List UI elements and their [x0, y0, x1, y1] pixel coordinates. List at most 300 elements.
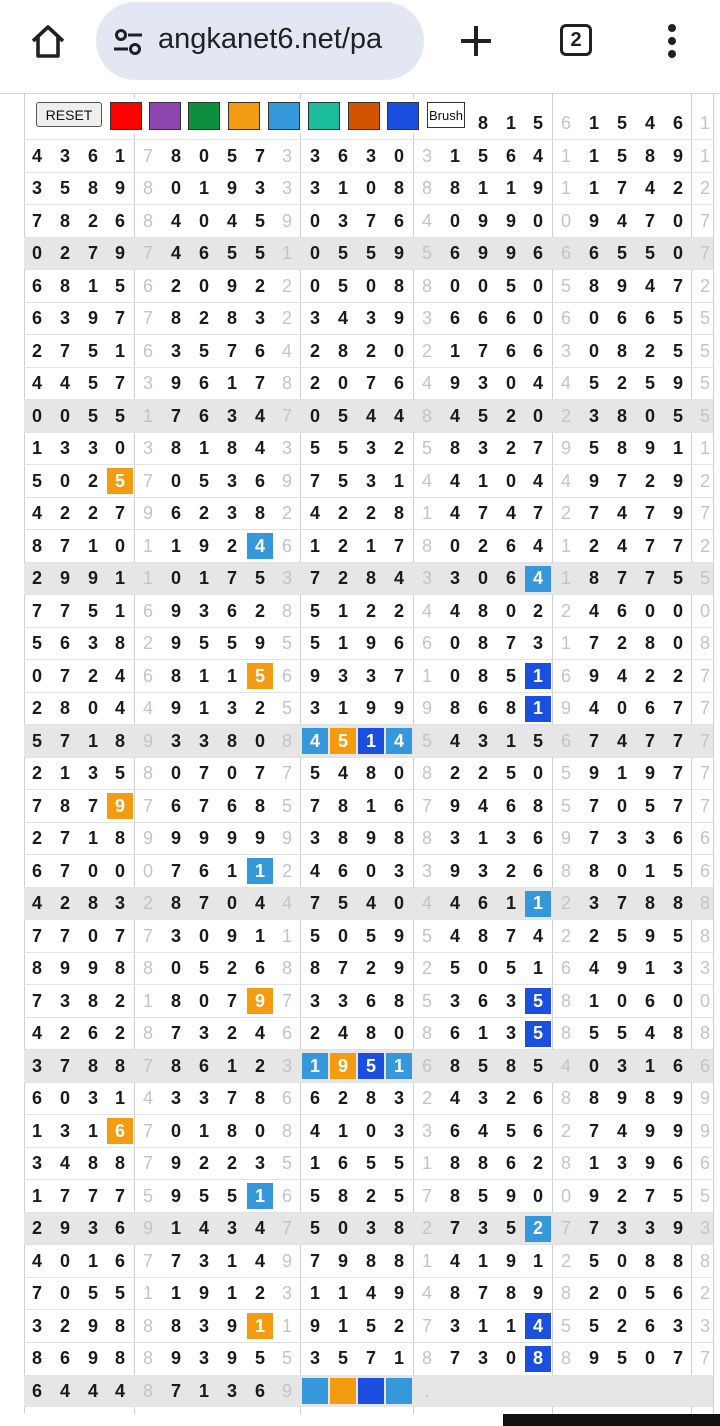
grid-cell[interactable]: 7: [421, 795, 432, 816]
grid-cell[interactable]: 1: [31, 1185, 42, 1206]
grid-cell[interactable]: 2: [588, 925, 599, 946]
grid-cell[interactable]: 3: [588, 893, 599, 913]
grid-cell[interactable]: 4: [59, 1153, 70, 1173]
grid-cell[interactable]: 0: [31, 665, 42, 686]
grid-cell[interactable]: 7: [226, 340, 237, 361]
grid-cell[interactable]: 3: [393, 1088, 404, 1108]
grid-cell[interactable]: 9: [672, 1120, 683, 1141]
grid-cell[interactable]: 1: [525, 891, 551, 917]
grid-cell[interactable]: 0: [254, 730, 265, 751]
grid-cell[interactable]: 9: [393, 698, 404, 718]
color-swatch-purple[interactable]: [149, 102, 181, 130]
grid-cell[interactable]: 0: [588, 1055, 599, 1076]
grid-cell[interactable]: 5: [358, 1053, 384, 1079]
grid-cell[interactable]: 6: [281, 1023, 292, 1043]
grid-cell[interactable]: 6: [699, 828, 710, 848]
grid-cell[interactable]: 1: [87, 1120, 98, 1141]
grid-cell[interactable]: 3: [449, 568, 460, 588]
grid-cell[interactable]: 0: [365, 275, 376, 296]
grid-cell[interactable]: 4: [365, 1283, 376, 1303]
grid-cell[interactable]: 4: [616, 665, 627, 686]
grid-cell[interactable]: [330, 1378, 356, 1404]
grid-cell[interactable]: 1: [505, 730, 516, 751]
grid-cell[interactable]: 7: [588, 1120, 599, 1141]
grid-cell[interactable]: 7: [672, 730, 683, 751]
grid-cell[interactable]: 7: [588, 503, 599, 523]
grid-cell[interactable]: 9: [281, 470, 292, 491]
grid-cell[interactable]: 0: [672, 600, 683, 621]
grid-cell[interactable]: 5: [281, 698, 292, 718]
grid-cell[interactable]: 0: [142, 860, 153, 881]
grid-cell[interactable]: 7: [699, 210, 710, 231]
grid-cell[interactable]: 3: [505, 828, 516, 848]
grid-cell[interactable]: 3: [560, 340, 571, 361]
grid-cell[interactable]: 1: [505, 112, 516, 133]
grid-cell[interactable]: [386, 1378, 412, 1404]
grid-cell[interactable]: 5: [421, 243, 432, 263]
grid-cell[interactable]: 8: [142, 210, 153, 231]
grid-cell[interactable]: 7: [588, 1218, 599, 1238]
grid-cell[interactable]: 7: [699, 763, 710, 783]
grid-cell[interactable]: 2: [87, 470, 98, 491]
grid-cell[interactable]: 0: [393, 340, 404, 361]
grid-cell[interactable]: 1: [170, 1283, 181, 1303]
grid-cell[interactable]: 4: [393, 568, 404, 588]
grid-cell[interactable]: 7: [449, 1218, 460, 1238]
grid-cell[interactable]: 5: [525, 1021, 551, 1047]
grid-cell[interactable]: 1: [449, 340, 460, 361]
grid-cell[interactable]: 5: [330, 728, 356, 754]
grid-cell[interactable]: 2: [393, 1315, 404, 1336]
grid-cell[interactable]: 2: [616, 1315, 627, 1336]
grid-cell[interactable]: 8: [170, 1315, 181, 1336]
grid-cell[interactable]: 0: [393, 145, 404, 166]
grid-cell[interactable]: 3: [281, 1283, 292, 1303]
grid-cell[interactable]: 2: [449, 763, 460, 783]
grid-cell[interactable]: 3: [421, 860, 432, 881]
grid-cell[interactable]: 2: [616, 633, 627, 653]
grid-cell[interactable]: 9: [107, 793, 133, 819]
grid-cell[interactable]: 6: [449, 308, 460, 328]
grid-cell[interactable]: 5: [87, 373, 98, 393]
grid-cell[interactable]: 5: [198, 633, 209, 653]
grid-cell[interactable]: 9: [226, 178, 237, 198]
grid-cell[interactable]: 1: [114, 145, 125, 166]
grid-cell[interactable]: 5: [505, 665, 516, 686]
grid-cell[interactable]: 1: [198, 665, 209, 686]
grid-cell[interactable]: 4: [309, 1120, 320, 1141]
grid-cell[interactable]: 3: [309, 828, 320, 848]
grid-cell[interactable]: 5: [672, 308, 683, 328]
grid-cell[interactable]: 0: [560, 1185, 571, 1206]
grid-cell[interactable]: 3: [31, 1055, 42, 1076]
grid-cell[interactable]: 8: [421, 275, 432, 296]
grid-cell[interactable]: 5: [198, 1185, 209, 1206]
grid-cell[interactable]: 0: [672, 633, 683, 653]
grid-cell[interactable]: 1: [198, 1120, 209, 1141]
grid-cell[interactable]: 4: [59, 1380, 70, 1401]
grid-cell[interactable]: 5: [337, 275, 348, 296]
grid-cell[interactable]: 4: [644, 1023, 655, 1043]
grid-cell[interactable]: 2: [560, 925, 571, 946]
grid-cell[interactable]: 8: [114, 1055, 125, 1076]
grid-cell[interactable]: 5: [588, 373, 599, 393]
grid-cell[interactable]: 4: [477, 1120, 488, 1141]
grid-cell[interactable]: 8: [59, 210, 70, 231]
grid-cell[interactable]: 9: [532, 178, 543, 198]
grid-cell[interactable]: 5: [525, 988, 551, 1014]
grid-cell[interactable]: 7: [449, 1348, 460, 1368]
grid-cell[interactable]: 7: [59, 828, 70, 848]
grid-cell[interactable]: 4: [421, 600, 432, 621]
grid-cell[interactable]: 0: [31, 405, 42, 426]
grid-cell[interactable]: 6: [560, 730, 571, 751]
grid-cell[interactable]: 4: [560, 1055, 571, 1076]
grid-cell[interactable]: 6: [87, 145, 98, 166]
grid-cell[interactable]: 3: [226, 405, 237, 426]
grid-cell[interactable]: 2: [31, 568, 42, 588]
grid-cell[interactable]: 8: [393, 275, 404, 296]
grid-cell[interactable]: 6: [59, 1348, 70, 1368]
grid-cell[interactable]: 7: [170, 1380, 181, 1401]
grid-cell[interactable]: 9: [198, 828, 209, 848]
grid-cell[interactable]: 8: [142, 763, 153, 783]
grid-cell[interactable]: 7: [31, 795, 42, 816]
brush-button[interactable]: Brush: [427, 102, 465, 128]
grid-cell[interactable]: 5: [226, 145, 237, 166]
grid-cell[interactable]: 8: [616, 438, 627, 458]
grid-cell[interactable]: 3: [198, 730, 209, 751]
grid-cell[interactable]: 7: [281, 763, 292, 783]
grid-cell[interactable]: 6: [142, 275, 153, 296]
grid-cell[interactable]: 2: [198, 308, 209, 328]
grid-cell[interactable]: 9: [672, 1218, 683, 1238]
grid-cell[interactable]: 2: [365, 600, 376, 621]
grid-cell[interactable]: 0: [309, 243, 320, 263]
grid-cell[interactable]: 5: [421, 925, 432, 946]
grid-cell[interactable]: 8: [449, 178, 460, 198]
grid-cell[interactable]: 6: [505, 795, 516, 816]
grid-cell[interactable]: 2: [421, 340, 432, 361]
grid-cell[interactable]: 7: [87, 1185, 98, 1206]
grid-cell[interactable]: 7: [281, 405, 292, 426]
grid-cell[interactable]: 2: [87, 503, 98, 523]
grid-cell[interactable]: 5: [699, 1185, 710, 1206]
grid-cell[interactable]: 0: [616, 860, 627, 881]
grid-cell[interactable]: 9: [309, 665, 320, 686]
grid-cell[interactable]: 7: [616, 568, 627, 588]
grid-cell[interactable]: 9: [560, 698, 571, 718]
grid-cell[interactable]: 3: [87, 633, 98, 653]
grid-cell[interactable]: 0: [449, 633, 460, 653]
grid-cell[interactable]: 9: [170, 633, 181, 653]
grid-cell[interactable]: 3: [59, 990, 70, 1011]
grid-cell[interactable]: 5: [616, 112, 627, 133]
grid-cell[interactable]: 0: [59, 470, 70, 491]
grid-cell[interactable]: 6: [87, 1023, 98, 1043]
grid-cell[interactable]: 6: [699, 1055, 710, 1076]
grid-cell[interactable]: 0: [532, 275, 543, 296]
grid-cell[interactable]: 4: [337, 308, 348, 328]
grid-cell[interactable]: 3: [393, 1120, 404, 1141]
color-swatch-dark-orange[interactable]: [348, 102, 380, 130]
grid-cell[interactable]: 0: [309, 210, 320, 231]
grid-cell[interactable]: 4: [449, 405, 460, 426]
grid-cell[interactable]: 4: [616, 503, 627, 523]
grid-cell[interactable]: 0: [616, 795, 627, 816]
grid-cell[interactable]: 4: [532, 373, 543, 393]
grid-cell[interactable]: 2: [699, 178, 710, 198]
grid-cell[interactable]: 8: [170, 438, 181, 458]
grid-cell[interactable]: 5: [309, 925, 320, 946]
grid-cell[interactable]: 9: [588, 1348, 599, 1368]
grid-cell[interactable]: 7: [31, 990, 42, 1011]
grid-cell[interactable]: 4: [309, 503, 320, 523]
grid-cell[interactable]: 6: [699, 1153, 710, 1173]
grid-cell[interactable]: 7: [477, 503, 488, 523]
grid-cell[interactable]: 8: [114, 1315, 125, 1336]
grid-cell[interactable]: 4: [31, 1023, 42, 1043]
grid-cell[interactable]: 9: [247, 988, 273, 1014]
grid-cell[interactable]: 3: [87, 1218, 98, 1238]
grid-cell[interactable]: 1: [699, 145, 710, 166]
grid-cell[interactable]: 1: [421, 1153, 432, 1173]
grid-cell[interactable]: 0: [588, 340, 599, 361]
grid-cell[interactable]: 2: [644, 340, 655, 361]
grid-cell[interactable]: 9: [393, 308, 404, 328]
grid-cell[interactable]: 3: [59, 145, 70, 166]
grid-cell[interactable]: 0: [87, 698, 98, 718]
grid-cell[interactable]: 7: [59, 665, 70, 686]
grid-cell[interactable]: 9: [170, 600, 181, 621]
grid-cell[interactable]: 4: [525, 1313, 551, 1339]
grid-cell[interactable]: 6: [532, 340, 543, 361]
grid-cell[interactable]: 5: [365, 1153, 376, 1173]
grid-cell[interactable]: 8: [87, 990, 98, 1011]
grid-cell[interactable]: 8: [449, 438, 460, 458]
grid-cell[interactable]: 7: [59, 535, 70, 556]
grid-cell[interactable]: 6: [31, 860, 42, 881]
grid-cell[interactable]: 3: [644, 828, 655, 848]
grid-cell[interactable]: 6: [31, 1088, 42, 1108]
grid-cell[interactable]: 0: [170, 1120, 181, 1141]
grid-cell[interactable]: 0: [532, 405, 543, 426]
grid-cell[interactable]: 0: [672, 243, 683, 263]
grid-cell[interactable]: 8: [644, 145, 655, 166]
grid-cell[interactable]: 1: [247, 858, 273, 884]
grid-cell[interactable]: 7: [142, 308, 153, 328]
grid-cell[interactable]: 7: [226, 568, 237, 588]
grid-cell[interactable]: 9: [505, 1185, 516, 1206]
grid-cell[interactable]: 7: [532, 503, 543, 523]
grid-cell[interactable]: 1: [309, 1283, 320, 1303]
grid-cell[interactable]: 0: [309, 405, 320, 426]
grid-cell[interactable]: 2: [87, 210, 98, 231]
grid-cell[interactable]: 0: [170, 178, 181, 198]
grid-cell[interactable]: 4: [644, 178, 655, 198]
grid-cell[interactable]: 4: [616, 535, 627, 556]
grid-cell[interactable]: 5: [699, 340, 710, 361]
grid-cell[interactable]: 1: [87, 828, 98, 848]
grid-cell[interactable]: 9: [59, 568, 70, 588]
grid-cell[interactable]: 2: [254, 275, 265, 296]
grid-cell[interactable]: 0: [87, 925, 98, 946]
grid-cell[interactable]: 1: [247, 1183, 273, 1209]
grid-cell[interactable]: 3: [616, 1218, 627, 1238]
grid-cell[interactable]: 2: [560, 1250, 571, 1271]
grid-cell[interactable]: 3: [699, 958, 710, 978]
grid-cell[interactable]: 4: [254, 438, 265, 458]
grid-cell[interactable]: 2: [393, 600, 404, 621]
grid-cell[interactable]: 1: [672, 438, 683, 458]
grid-cell[interactable]: 9: [87, 568, 98, 588]
grid-cell[interactable]: 9: [588, 470, 599, 491]
grid-cell[interactable]: 4: [616, 730, 627, 751]
grid-cell[interactable]: 3: [226, 470, 237, 491]
grid-cell[interactable]: 1: [699, 112, 710, 133]
grid-cell[interactable]: 1: [699, 438, 710, 458]
grid-cell[interactable]: 1: [87, 535, 98, 556]
grid-cell[interactable]: 3: [226, 1218, 237, 1238]
grid-cell[interactable]: 3: [505, 1023, 516, 1043]
grid-cell[interactable]: 2: [87, 665, 98, 686]
grid-cell[interactable]: 3: [337, 210, 348, 231]
grid-cell[interactable]: 7: [505, 925, 516, 946]
grid-cell[interactable]: 6: [449, 243, 460, 263]
grid-cell[interactable]: 5: [87, 340, 98, 361]
grid-cell[interactable]: 6: [226, 600, 237, 621]
grid-cell[interactable]: 4: [142, 698, 153, 718]
grid-cell[interactable]: 4: [421, 470, 432, 491]
grid-cell[interactable]: 7: [672, 698, 683, 718]
grid-cell[interactable]: 8: [616, 340, 627, 361]
grid-cell[interactable]: 2: [170, 275, 181, 296]
grid-cell[interactable]: 4: [337, 763, 348, 783]
grid-cell[interactable]: 9: [644, 1153, 655, 1173]
grid-cell[interactable]: 4: [142, 1088, 153, 1108]
grid-cell[interactable]: 8: [59, 795, 70, 816]
grid-cell[interactable]: 2: [337, 503, 348, 523]
grid-cell[interactable]: 9: [365, 828, 376, 848]
grid-cell[interactable]: 2: [421, 1088, 432, 1108]
grid-cell[interactable]: 8: [170, 1055, 181, 1076]
grid-cell[interactable]: 6: [114, 210, 125, 231]
grid-cell[interactable]: 3: [309, 178, 320, 198]
grid-cell[interactable]: 7: [170, 860, 181, 881]
grid-cell[interactable]: 1: [142, 405, 153, 426]
grid-cell[interactable]: 5: [198, 470, 209, 491]
grid-cell[interactable]: 6: [588, 243, 599, 263]
grid-cell[interactable]: 4: [393, 405, 404, 426]
grid-cell[interactable]: 2: [616, 1185, 627, 1206]
grid-cell[interactable]: 3: [505, 990, 516, 1011]
grid-cell[interactable]: 8: [588, 860, 599, 881]
grid-cell[interactable]: 8: [254, 1088, 265, 1108]
grid-cell[interactable]: 0: [365, 1120, 376, 1141]
grid-cell[interactable]: 1: [309, 1153, 320, 1173]
grid-cell[interactable]: 8: [87, 1153, 98, 1173]
grid-cell[interactable]: 2: [560, 1120, 571, 1141]
grid-cell[interactable]: 1: [142, 535, 153, 556]
grid-cell[interactable]: 7: [672, 275, 683, 296]
grid-cell[interactable]: 2: [254, 698, 265, 718]
grid-cell[interactable]: 4: [386, 728, 412, 754]
grid-cell[interactable]: 5: [281, 1153, 292, 1173]
grid-cell[interactable]: 5: [393, 1185, 404, 1206]
grid-cell[interactable]: 2: [525, 1216, 551, 1242]
grid-cell[interactable]: 7: [170, 1250, 181, 1271]
grid-cell[interactable]: 0: [588, 308, 599, 328]
grid-cell[interactable]: 7: [31, 925, 42, 946]
grid-cell[interactable]: 8: [114, 730, 125, 751]
grid-cell[interactable]: 7: [309, 795, 320, 816]
grid-cell[interactable]: 4: [560, 373, 571, 393]
grid-cell[interactable]: 5: [588, 1023, 599, 1043]
grid-cell[interactable]: 4: [560, 470, 571, 491]
grid-cell[interactable]: 4: [525, 566, 551, 592]
grid-cell[interactable]: 6: [114, 1250, 125, 1271]
grid-cell[interactable]: 8: [114, 633, 125, 653]
grid-cell[interactable]: 7: [616, 893, 627, 913]
grid-cell[interactable]: 6: [672, 112, 683, 133]
grid-cell[interactable]: 8: [337, 340, 348, 361]
grid-cell[interactable]: 4: [114, 665, 125, 686]
grid-cell[interactable]: 0: [170, 568, 181, 588]
grid-cell[interactable]: 0: [309, 275, 320, 296]
grid-cell[interactable]: 7: [114, 503, 125, 523]
grid-cell[interactable]: 2: [198, 503, 209, 523]
grid-cell[interactable]: 2: [588, 535, 599, 556]
grid-cell[interactable]: 0: [393, 763, 404, 783]
grid-cell[interactable]: 8: [699, 893, 710, 913]
grid-cell[interactable]: 8: [393, 1218, 404, 1238]
grid-cell[interactable]: 0: [532, 1185, 543, 1206]
grid-cell[interactable]: 8: [365, 1023, 376, 1043]
grid-cell[interactable]: 8: [699, 925, 710, 946]
grid-cell[interactable]: 3: [309, 145, 320, 166]
grid-cell[interactable]: 0: [198, 145, 209, 166]
grid-cell[interactable]: 4: [588, 958, 599, 978]
grid-cell[interactable]: 4: [114, 1380, 125, 1401]
grid-cell[interactable]: 1: [170, 535, 181, 556]
grid-cell[interactable]: 1: [337, 1315, 348, 1336]
grid-cell[interactable]: 1: [393, 470, 404, 491]
grid-cell[interactable]: 4: [170, 210, 181, 231]
grid-cell[interactable]: 6: [142, 665, 153, 686]
grid-cell[interactable]: 5: [699, 373, 710, 393]
grid-cell[interactable]: 8: [588, 568, 599, 588]
grid-cell[interactable]: 8: [421, 1023, 432, 1043]
grid-cell[interactable]: 9: [226, 1348, 237, 1368]
grid-cell[interactable]: 5: [114, 275, 125, 296]
grid-cell[interactable]: 1: [247, 1313, 273, 1339]
grid-cell[interactable]: 5: [114, 763, 125, 783]
grid-cell[interactable]: 3: [281, 1055, 292, 1076]
grid-cell[interactable]: 6: [616, 600, 627, 621]
grid-cell[interactable]: 2: [672, 665, 683, 686]
grid-cell[interactable]: 4: [114, 698, 125, 718]
grid-cell[interactable]: 1: [226, 373, 237, 393]
grid-cell[interactable]: 7: [644, 535, 655, 556]
grid-cell[interactable]: 5: [254, 210, 265, 231]
grid-cell[interactable]: 2: [532, 600, 543, 621]
grid-cell[interactable]: 9: [281, 1250, 292, 1271]
grid-cell[interactable]: 2: [309, 373, 320, 393]
grid-cell[interactable]: 8: [114, 958, 125, 978]
grid-cell[interactable]: 1: [226, 860, 237, 881]
grid-cell[interactable]: 0: [59, 1088, 70, 1108]
grid-cell[interactable]: 3: [421, 568, 432, 588]
